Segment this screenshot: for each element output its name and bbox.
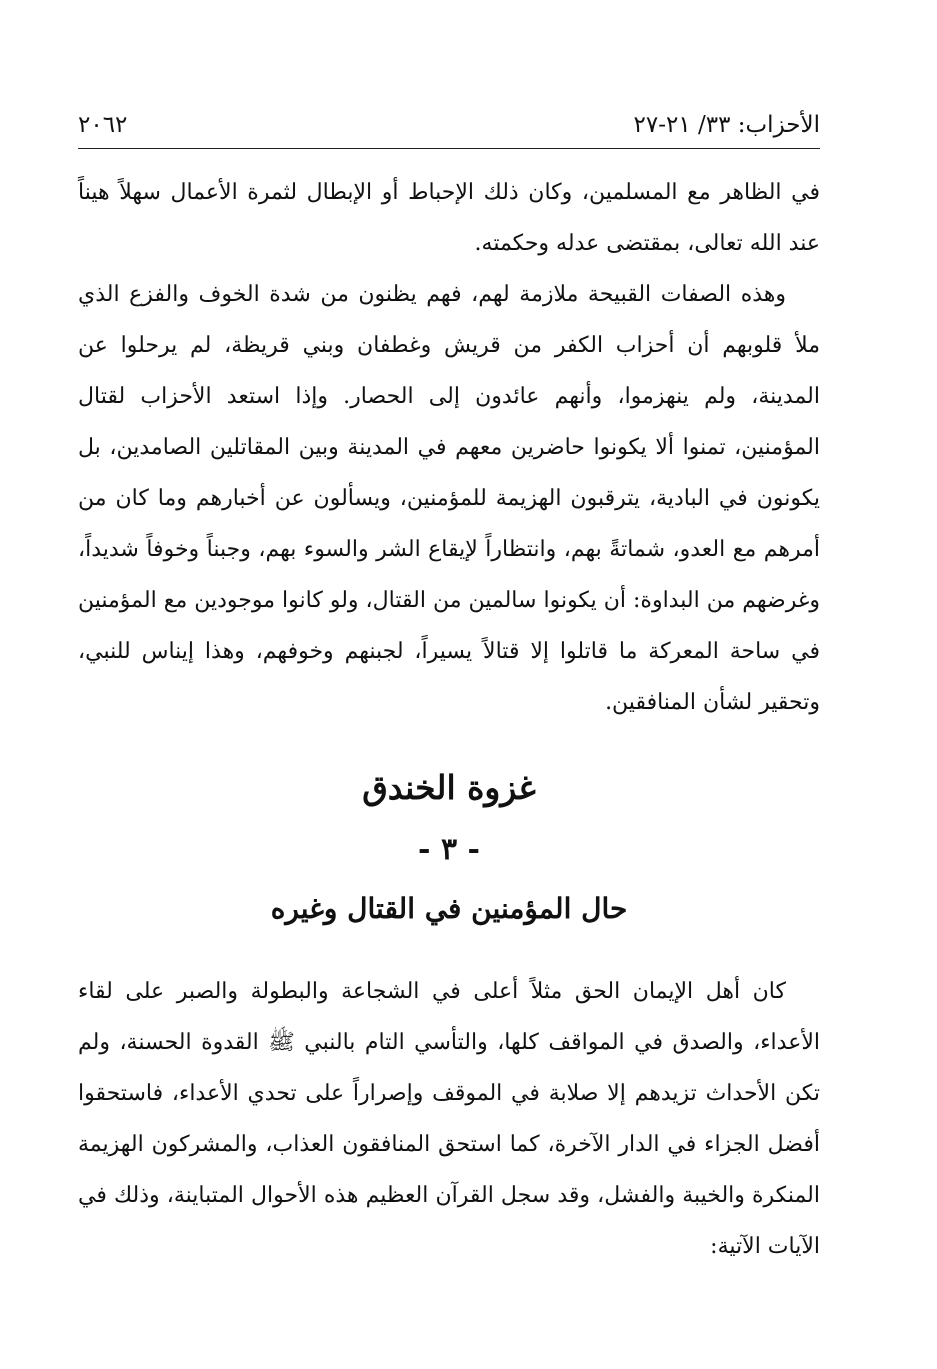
section-title: غزوة الخندق	[362, 768, 536, 807]
paragraph-believers-state: كان أهل الإيمان الحق مثلاً أعلى في الشجاعة والبطولة والصبر على لقاء الأعداء، والصدق في المواقف كلها، والتأسي التام بالنبي ﷺ القدوة الحسنة، ولم تكن الأحداث تزيدهم إلا صلابة في الموقف وإصراراً على تحدي الأعداء، فاستحقوا أفضل الجزاء في الدار الآخرة، كما استحق المنافقون العذاب، والمشركون الهزيمة المنكرة والخيبة والفشل، وقد سجل القرآن العظيم هذه الأحوال المتباينة، وذلك في الآيات الآتية:	[78, 979, 820, 1259]
page-number: ٢٠٦٢	[78, 112, 128, 138]
page-header	[78, 108, 820, 149]
paragraph-continuation: في الظاهر مع المسلمين، وكان ذلك الإحباط أو الإبطال لثمرة الأعمال سهلاً هيناً عند الله تعالى، بمقتضى عدله وحكمته.	[78, 180, 820, 256]
section-subtitle: حال المؤمنين في القتال وغيره	[270, 892, 628, 925]
chapter-verse-reference: الأحزاب: ٣٣/ ٢١-٢٧	[633, 112, 820, 138]
section-number: - ٣ -	[418, 832, 480, 867]
paragraph-hypocrites-traits: وهذه الصفات القبيحة ملازمة لهم، فهم يظنون من شدة الخوف والفزع الذي ملأ قلوبهم أن أحزاب الكفر من قريش وغطفان وبني قريظة، لم يرحلوا عن المدينة، ولم ينهزموا، وأنهم عائدون إلى الحصار. وإذا استعد الأحزاب لقتال المؤمنين، تمنوا ألا يكونوا حاضرين معهم في المدينة وبين المقاتلين الصامدين، بل يكونون في البادية، يترقبون الهزيمة للمؤمنين، ويسألون عن أخبارهم وما كان من أمرهم مع العدو، شماتةً بهم، وانتظاراً لإيقاع الشر والسوء بهم، وجبناً وخوفاً شديداً، وغرضهم من البداوة: أن يكونوا سالمين من القتال، ولو كانوا موجودين مع المؤمنين في ساحة المعركة ما قاتلوا إلا قتالاً يسيراً، لجبنهم وخوفهم، وهذا إيناس للنبي، وتحقير لشأن المنافقين.	[78, 282, 820, 715]
